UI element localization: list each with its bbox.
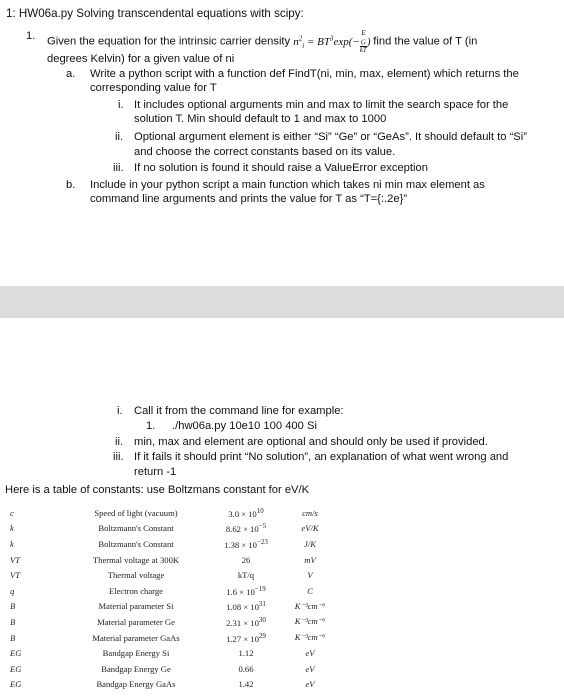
constants-table-body [10,505,335,692]
constant-description: Speed of light (vacuum) [94,507,178,518]
item-a-iii-marker: iii. [113,162,124,174]
constant-unit: eV [305,679,315,690]
item-b-i-marker: i. [117,405,123,417]
constant-unit: C [307,585,313,596]
constant-unit: J/K [304,538,316,549]
constant-unit: eV [305,648,315,659]
item-a-line-1: Write a python script with a function def FindT(ni, min, max, element) which returns the [90,68,519,80]
constants-row [10,599,335,615]
constant-value [207,567,285,583]
item-a-line-2: corresponding value for T [90,82,217,94]
example-command: ./hw06a.py 10e10 100 400 Si [172,420,317,432]
constant-value [207,552,285,568]
item-a-ii-marker: ii. [115,131,124,143]
constant-value-base: 1.12 [238,648,254,659]
item-1-line-2: degrees Kelvin) for a given value of ni [47,53,235,65]
constant-value-exponent: 10 [256,506,264,515]
constant-value [207,505,285,521]
constants-row [10,630,335,646]
constant-symbol: VT [10,570,21,581]
constant-symbol: EG [10,648,22,659]
item-a-ii-line-2: and choose the correct constants based on its value. [134,146,396,158]
eq-lhs: n [293,35,299,48]
constant-value-base: 26 [241,554,251,565]
carrier-density-equation [293,29,373,55]
constant-symbol: k [10,538,14,549]
constant-value [207,645,285,661]
item-1-text-after: find the value of T (in [373,35,478,48]
constants-row [10,677,335,693]
constant-description: Boltzmann's Constant [98,538,174,549]
eq-lhs-sub: i [302,41,305,50]
constant-value-base: 1.6 × 10 [226,586,255,597]
constants-row [10,505,335,521]
item-a-i-line-2: solution T. Min should default to 1 and max to 1000 [134,113,387,125]
item-b-line-1: Include in your python script a main function which takes ni min max element as [90,179,485,191]
item-a-marker: a. [66,68,76,80]
constants-row [10,521,335,537]
item-a-iii-line-1: If no solution is found it should raise a ValueError exception [134,162,428,174]
item-b-iii-line-2: return -1 [134,466,177,478]
page-gap-divider [0,286,564,318]
constant-value-base: 1.08 × 10 [226,602,259,613]
constant-description: Boltzmann's Constant [98,523,174,534]
constant-symbol: q [10,585,15,596]
constant-value [207,677,285,693]
constant-description: Material parameter Si [98,601,174,612]
constant-unit: cm/s [302,507,318,518]
constant-description: Material parameter Ge [97,616,175,627]
constant-value-base: 3.0 × 10 [228,508,257,519]
constant-symbol: EG [10,679,22,690]
constant-unit: V [307,570,313,581]
item-1-line-1 [47,30,477,54]
document-page-top [0,0,564,286]
constant-symbol: c [10,507,14,518]
constant-value-exponent: 30 [258,616,266,625]
constant-unit: K⁻³cm⁻⁶ [294,616,326,627]
constant-symbol: B [10,616,16,627]
constant-value [207,521,285,537]
item-b-line-2: command line arguments and prints the value for T as “T={:.2e}” [90,193,408,205]
constant-value-exponent: −19 [254,584,266,593]
example-marker: 1. [146,420,156,432]
constant-description: Bandgap Energy Ge [101,663,171,674]
constants-row [10,614,335,630]
constant-value-base: kT/q [237,570,255,581]
constant-value-base: 0.66 [238,663,254,674]
constant-description: Thermal voltage at 300K [92,554,180,565]
constant-description: Material parameter GaAs [92,632,180,643]
eq-close: ) [366,35,371,48]
constant-unit: mV [304,554,316,565]
eq-frac-num: E [361,29,366,37]
constants-row [10,536,335,552]
constant-symbol: EG [10,663,22,674]
constant-value [207,614,285,630]
eq-fraction [360,30,367,54]
item-a-ii-line-1: Optional argument element is either “Si” “Ge” or “GeAs”. It should default to “Si” [134,131,527,143]
constants-row [10,583,335,599]
assignment-heading: 1: HW06a.py Solving transcendental equations with scipy: [6,7,304,20]
constant-value-base: 8.62 × 10 [225,524,259,535]
constant-value [207,630,285,646]
constants-row [10,645,335,661]
table-intro: Here is a table of constants: use Boltzmans constant for eV/K [5,484,310,496]
constant-description: Bandgap Energy Si [102,648,170,659]
constant-unit: K⁻³cm⁻⁶ [294,600,326,611]
constant-symbol: B [10,632,16,643]
constant-value-base: 2.31 × 10 [226,617,259,628]
constant-value-base: 1.42 [238,679,254,690]
constants-row [10,661,335,677]
constant-value [207,599,285,615]
constant-description: Bandgap Energy GaAs [96,679,176,690]
constants-row [10,567,335,583]
constant-value-base: 1.38 × 10 [224,539,257,550]
constants-table [10,505,335,692]
item-1-number: 1. [26,30,36,42]
constant-value-base: 1.27 × 10 [226,633,259,644]
item-1-text-before: Given the equation for the intrinsic carrier density [47,35,291,48]
eq-middle: = BT [306,35,330,48]
constant-symbol: B [10,601,16,612]
item-b-i-line-1: Call it from the command line for example: [134,405,344,417]
constant-unit: eV/K [301,523,319,534]
constant-value [207,536,285,552]
item-a-i-line-1: It includes optional arguments min and max to limit the search space for the [134,99,509,111]
eq-frac-num-sub: G [360,38,366,47]
item-b-iii-marker: iii. [113,451,124,463]
constant-description: Thermal voltage [107,570,165,581]
constant-value-exponent: −5 [258,522,267,531]
constants-row [10,552,335,568]
constant-unit: K⁻³cm⁻⁶ [294,632,326,643]
constant-symbol: k [10,523,14,534]
item-b-iii-line-1: If it fails it should print “No solution”, an explanation of what went wrong and [134,451,509,463]
constant-symbol: VT [10,554,21,565]
constant-value-exponent: −23 [256,538,268,547]
item-b-marker: b. [66,179,76,191]
eq-exp: exp(− [333,35,360,48]
constant-value [207,583,285,599]
constant-value-exponent: 31 [258,600,266,609]
eq-middle-sup: 3 [329,34,334,43]
eq-lhs-sup: 2 [298,34,303,43]
constant-unit: eV [305,663,315,674]
constant-value-exponent: 29 [258,631,266,640]
item-b-ii-marker: ii. [115,436,124,448]
eq-frac-den: kT [359,46,367,55]
constant-value [207,661,285,677]
item-a-i-marker: i. [118,99,124,111]
constant-description: Electron charge [108,585,163,596]
item-b-ii-line-1: min, max and element are optional and should only be used if provided. [134,436,488,448]
